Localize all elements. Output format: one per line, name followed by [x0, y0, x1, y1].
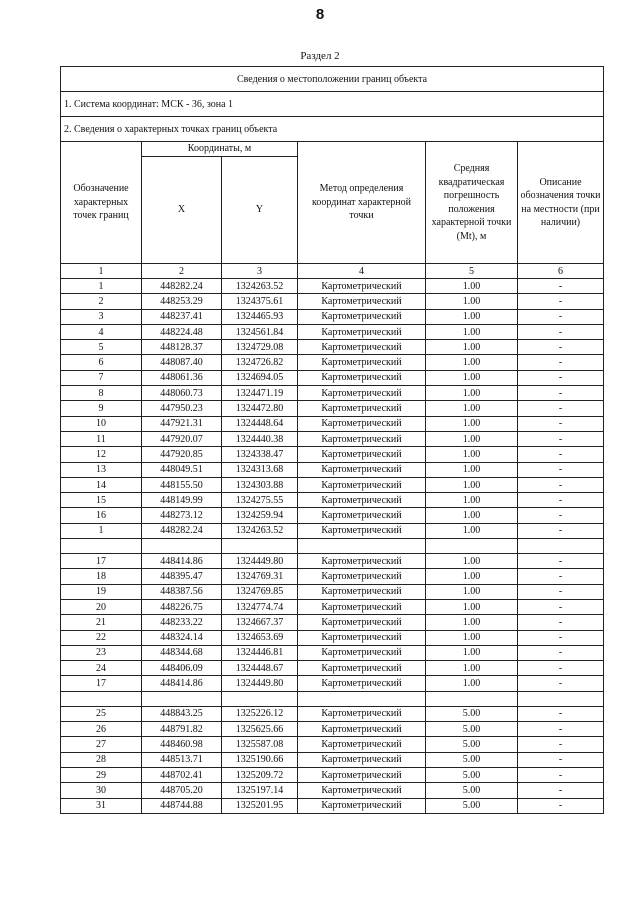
empty-cell — [518, 691, 604, 706]
method: Картометрический — [298, 615, 426, 630]
description: - — [518, 645, 604, 660]
precision: 1.00 — [426, 309, 518, 324]
precision: 1.00 — [426, 584, 518, 599]
precision: 1.00 — [426, 554, 518, 569]
description: - — [518, 386, 604, 401]
description: - — [518, 340, 604, 355]
empty-cell — [61, 539, 142, 554]
point-number: 3 — [61, 309, 142, 324]
precision: 1.00 — [426, 431, 518, 446]
description: - — [518, 722, 604, 737]
coord-y: 1324259.94 — [222, 508, 298, 523]
precision: 1.00 — [426, 661, 518, 676]
coord-x: 448087.40 — [142, 355, 222, 370]
table-row — [61, 584, 604, 599]
method: Картометрический — [298, 737, 426, 752]
point-number: 17 — [61, 676, 142, 691]
precision: 1.00 — [426, 645, 518, 660]
empty-cell — [298, 691, 426, 706]
table-row — [61, 386, 604, 401]
method: Картометрический — [298, 462, 426, 477]
point-number: 4 — [61, 324, 142, 339]
point-number: 24 — [61, 661, 142, 676]
description: - — [518, 752, 604, 767]
method: Картометрический — [298, 599, 426, 614]
boundary-points-table — [60, 66, 604, 814]
precision: 5.00 — [426, 722, 518, 737]
coord-x: 448387.56 — [142, 584, 222, 599]
group-separator-row — [61, 539, 604, 554]
header-row-top — [61, 142, 604, 157]
table-row — [61, 324, 604, 339]
precision: 1.00 — [426, 294, 518, 309]
point-number: 29 — [61, 767, 142, 782]
header-y: Y — [222, 157, 298, 264]
coord-y: 1324769.31 — [222, 569, 298, 584]
table-row — [61, 416, 604, 431]
point-number: 5 — [61, 340, 142, 355]
empty-cell — [142, 691, 222, 706]
method: Картометрический — [298, 569, 426, 584]
table-row — [61, 401, 604, 416]
coord-y: 1325190.66 — [222, 752, 298, 767]
method: Картометрический — [298, 508, 426, 523]
coord-y: 1324471.19 — [222, 386, 298, 401]
coord-x: 448395.47 — [142, 569, 222, 584]
coord-x: 448791.82 — [142, 722, 222, 737]
point-number: 13 — [61, 462, 142, 477]
coord-y: 1324449.80 — [222, 554, 298, 569]
empty-cell — [61, 691, 142, 706]
point-number: 6 — [61, 355, 142, 370]
column-number: 4 — [298, 264, 426, 279]
table-title-row — [61, 67, 604, 92]
coord-x: 448843.25 — [142, 706, 222, 721]
table-row — [61, 798, 604, 813]
precision: 1.00 — [426, 324, 518, 339]
column-number: 2 — [142, 264, 222, 279]
point-number: 23 — [61, 645, 142, 660]
empty-cell — [222, 691, 298, 706]
coord-y: 1324375.61 — [222, 294, 298, 309]
method: Картометрический — [298, 416, 426, 431]
coord-x: 448233.22 — [142, 615, 222, 630]
coord-y: 1324472.80 — [222, 401, 298, 416]
precision: 1.00 — [426, 401, 518, 416]
empty-cell — [426, 691, 518, 706]
coord-x: 448282.24 — [142, 523, 222, 538]
method: Картометрический — [298, 340, 426, 355]
method: Картометрический — [298, 783, 426, 798]
coord-x: 448155.50 — [142, 477, 222, 492]
description: - — [518, 554, 604, 569]
point-number: 10 — [61, 416, 142, 431]
table-row — [61, 462, 604, 477]
point-number: 17 — [61, 554, 142, 569]
coord-x: 448705.20 — [142, 783, 222, 798]
method: Картометрический — [298, 294, 426, 309]
description: - — [518, 508, 604, 523]
coord-y: 1324561.84 — [222, 324, 298, 339]
point-number: 21 — [61, 615, 142, 630]
table-row — [61, 554, 604, 569]
description: - — [518, 569, 604, 584]
precision: 1.00 — [426, 599, 518, 614]
coord-x: 448060.73 — [142, 386, 222, 401]
point-number: 11 — [61, 431, 142, 446]
method: Картометрический — [298, 661, 426, 676]
method: Картометрический — [298, 676, 426, 691]
coord-x: 448344.68 — [142, 645, 222, 660]
description: - — [518, 401, 604, 416]
description: - — [518, 431, 604, 446]
description: - — [518, 523, 604, 538]
column-number: 1 — [61, 264, 142, 279]
description: - — [518, 615, 604, 630]
table-row — [61, 630, 604, 645]
method: Картометрический — [298, 706, 426, 721]
coord-x: 448226.75 — [142, 599, 222, 614]
precision: 1.00 — [426, 447, 518, 462]
method: Картометрический — [298, 477, 426, 492]
table-row — [61, 615, 604, 630]
coord-x: 448414.86 — [142, 554, 222, 569]
table-row — [61, 737, 604, 752]
coord-y: 1325201.95 — [222, 798, 298, 813]
coord-x: 448744.88 — [142, 798, 222, 813]
empty-cell — [298, 539, 426, 554]
description: - — [518, 447, 604, 462]
table-row — [61, 279, 604, 294]
point-number: 8 — [61, 386, 142, 401]
coord-y: 1324653.69 — [222, 630, 298, 645]
description: - — [518, 676, 604, 691]
table-row — [61, 447, 604, 462]
table-row — [61, 370, 604, 385]
column-number: 3 — [222, 264, 298, 279]
point-number: 22 — [61, 630, 142, 645]
description: - — [518, 309, 604, 324]
point-number: 31 — [61, 798, 142, 813]
coord-x: 448702.41 — [142, 767, 222, 782]
method: Картометрический — [298, 431, 426, 446]
precision: 1.00 — [426, 462, 518, 477]
coord-y: 1324729.08 — [222, 340, 298, 355]
method: Картометрический — [298, 309, 426, 324]
precision: 5.00 — [426, 767, 518, 782]
method: Картометрический — [298, 767, 426, 782]
method: Картометрический — [298, 645, 426, 660]
precision: 1.00 — [426, 630, 518, 645]
point-number: 28 — [61, 752, 142, 767]
point-number: 16 — [61, 508, 142, 523]
table-row — [61, 309, 604, 324]
header-designation: Обозначение характерных точек границ — [61, 142, 142, 264]
point-number: 2 — [61, 294, 142, 309]
precision: 5.00 — [426, 798, 518, 813]
coord-x: 448406.09 — [142, 661, 222, 676]
table-row — [61, 508, 604, 523]
table-row — [61, 340, 604, 355]
table-row — [61, 783, 604, 798]
coord-y: 1324313.68 — [222, 462, 298, 477]
coord-x: 447921.31 — [142, 416, 222, 431]
coord-y: 1324726.82 — [222, 355, 298, 370]
description: - — [518, 294, 604, 309]
description: - — [518, 737, 604, 752]
method: Картометрический — [298, 722, 426, 737]
point-number: 1 — [61, 279, 142, 294]
description: - — [518, 462, 604, 477]
header-precision: Средняя квадратическая погрешность положения характерной точки (Mt), м — [426, 142, 518, 264]
coord-y: 1324338.47 — [222, 447, 298, 462]
description: - — [518, 599, 604, 614]
points-caption: 2. Сведения о характерных точках границ объекта — [61, 117, 604, 142]
precision: 1.00 — [426, 676, 518, 691]
coord-y: 1324465.93 — [222, 309, 298, 324]
point-number: 26 — [61, 722, 142, 737]
coord-y: 1324440.38 — [222, 431, 298, 446]
description: - — [518, 355, 604, 370]
table-row — [61, 431, 604, 446]
point-number: 25 — [61, 706, 142, 721]
point-number: 19 — [61, 584, 142, 599]
precision: 1.00 — [426, 340, 518, 355]
coord-y: 1325197.14 — [222, 783, 298, 798]
description: - — [518, 798, 604, 813]
precision: 5.00 — [426, 783, 518, 798]
table-row — [61, 706, 604, 721]
coord-y: 1324275.55 — [222, 493, 298, 508]
coord-x: 447950.23 — [142, 401, 222, 416]
precision: 1.00 — [426, 355, 518, 370]
description: - — [518, 416, 604, 431]
method: Картометрический — [298, 279, 426, 294]
point-number: 20 — [61, 599, 142, 614]
point-number: 1 — [61, 523, 142, 538]
method: Картометрический — [298, 752, 426, 767]
method: Картометрический — [298, 370, 426, 385]
method: Картометрический — [298, 584, 426, 599]
method: Картометрический — [298, 798, 426, 813]
precision: 1.00 — [426, 523, 518, 538]
coord-y: 1324263.52 — [222, 279, 298, 294]
group-separator-row — [61, 691, 604, 706]
point-number: 7 — [61, 370, 142, 385]
coord-y: 1324449.80 — [222, 676, 298, 691]
empty-cell — [518, 539, 604, 554]
precision: 1.00 — [426, 386, 518, 401]
coord-x: 447920.85 — [142, 447, 222, 462]
coord-y: 1324694.05 — [222, 370, 298, 385]
table-row — [61, 355, 604, 370]
table-row — [61, 493, 604, 508]
coord-y: 1325226.12 — [222, 706, 298, 721]
precision: 1.00 — [426, 493, 518, 508]
method: Картометрический — [298, 386, 426, 401]
method: Картометрический — [298, 401, 426, 416]
coord-x: 448513.71 — [142, 752, 222, 767]
table-row — [61, 661, 604, 676]
table-title: Сведения о местоположении границ объекта — [61, 67, 604, 92]
coord-x: 448414.86 — [142, 676, 222, 691]
coord-x: 448273.12 — [142, 508, 222, 523]
coord-x: 448061.36 — [142, 370, 222, 385]
table-row — [61, 599, 604, 614]
coord-x: 448049.51 — [142, 462, 222, 477]
coord-y: 1325625.66 — [222, 722, 298, 737]
method: Картометрический — [298, 493, 426, 508]
coord-x: 448128.37 — [142, 340, 222, 355]
table-row — [61, 722, 604, 737]
table-row — [61, 569, 604, 584]
method: Картометрический — [298, 324, 426, 339]
description: - — [518, 783, 604, 798]
description: - — [518, 584, 604, 599]
precision: 5.00 — [426, 737, 518, 752]
method: Картометрический — [298, 447, 426, 462]
coord-x: 448253.29 — [142, 294, 222, 309]
coord-x: 448149.99 — [142, 493, 222, 508]
method: Картометрический — [298, 355, 426, 370]
coord-y: 1324769.85 — [222, 584, 298, 599]
precision: 1.00 — [426, 477, 518, 492]
coord-x: 447920.07 — [142, 431, 222, 446]
coord-y: 1324448.64 — [222, 416, 298, 431]
column-number: 6 — [518, 264, 604, 279]
column-numbers-row — [61, 264, 604, 279]
empty-cell — [426, 539, 518, 554]
method: Картометрический — [298, 630, 426, 645]
precision: 1.00 — [426, 279, 518, 294]
header-method: Метод определения координат характерной точки — [298, 142, 426, 264]
description: - — [518, 493, 604, 508]
point-number: 18 — [61, 569, 142, 584]
coord-y: 1324446.81 — [222, 645, 298, 660]
coord-x: 448282.24 — [142, 279, 222, 294]
description: - — [518, 767, 604, 782]
coord-x: 448460.98 — [142, 737, 222, 752]
table-row — [61, 523, 604, 538]
precision: 1.00 — [426, 508, 518, 523]
page-number: 8 — [315, 6, 325, 23]
table-row — [61, 294, 604, 309]
header-description: Описание обозначения точки на местности (при наличии) — [518, 142, 604, 264]
coord-x: 448224.48 — [142, 324, 222, 339]
point-number: 12 — [61, 447, 142, 462]
table-row — [61, 752, 604, 767]
precision: 5.00 — [426, 706, 518, 721]
description: - — [518, 661, 604, 676]
method: Картометрический — [298, 554, 426, 569]
precision: 1.00 — [426, 370, 518, 385]
description: - — [518, 370, 604, 385]
empty-cell — [222, 539, 298, 554]
table-row — [61, 767, 604, 782]
description: - — [518, 630, 604, 645]
header-coords: Координаты, м — [142, 142, 298, 157]
coord-y: 1324774.74 — [222, 599, 298, 614]
coord-y: 1324448.67 — [222, 661, 298, 676]
coord-system: 1. Система координат: МСК - 36, зона 1 — [61, 92, 604, 117]
table-row — [61, 676, 604, 691]
point-number: 9 — [61, 401, 142, 416]
point-number: 15 — [61, 493, 142, 508]
table-row — [61, 645, 604, 660]
point-number: 14 — [61, 477, 142, 492]
coord-y: 1324667.37 — [222, 615, 298, 630]
point-number: 30 — [61, 783, 142, 798]
coord-x: 448237.41 — [142, 309, 222, 324]
coord-y: 1325209.72 — [222, 767, 298, 782]
points-caption-row — [61, 117, 604, 142]
empty-cell — [142, 539, 222, 554]
section-title: Раздел 2 — [300, 50, 340, 62]
coord-y: 1324303.88 — [222, 477, 298, 492]
header-x: X — [142, 157, 222, 264]
precision: 5.00 — [426, 752, 518, 767]
coord-system-row — [61, 92, 604, 117]
coord-y: 1324263.52 — [222, 523, 298, 538]
precision: 1.00 — [426, 569, 518, 584]
description: - — [518, 279, 604, 294]
precision: 1.00 — [426, 615, 518, 630]
coord-x: 448324.14 — [142, 630, 222, 645]
coord-y: 1325587.08 — [222, 737, 298, 752]
description: - — [518, 324, 604, 339]
table-row — [61, 477, 604, 492]
description: - — [518, 477, 604, 492]
point-number: 27 — [61, 737, 142, 752]
precision: 1.00 — [426, 416, 518, 431]
method: Картометрический — [298, 523, 426, 538]
column-number: 5 — [426, 264, 518, 279]
description: - — [518, 706, 604, 721]
